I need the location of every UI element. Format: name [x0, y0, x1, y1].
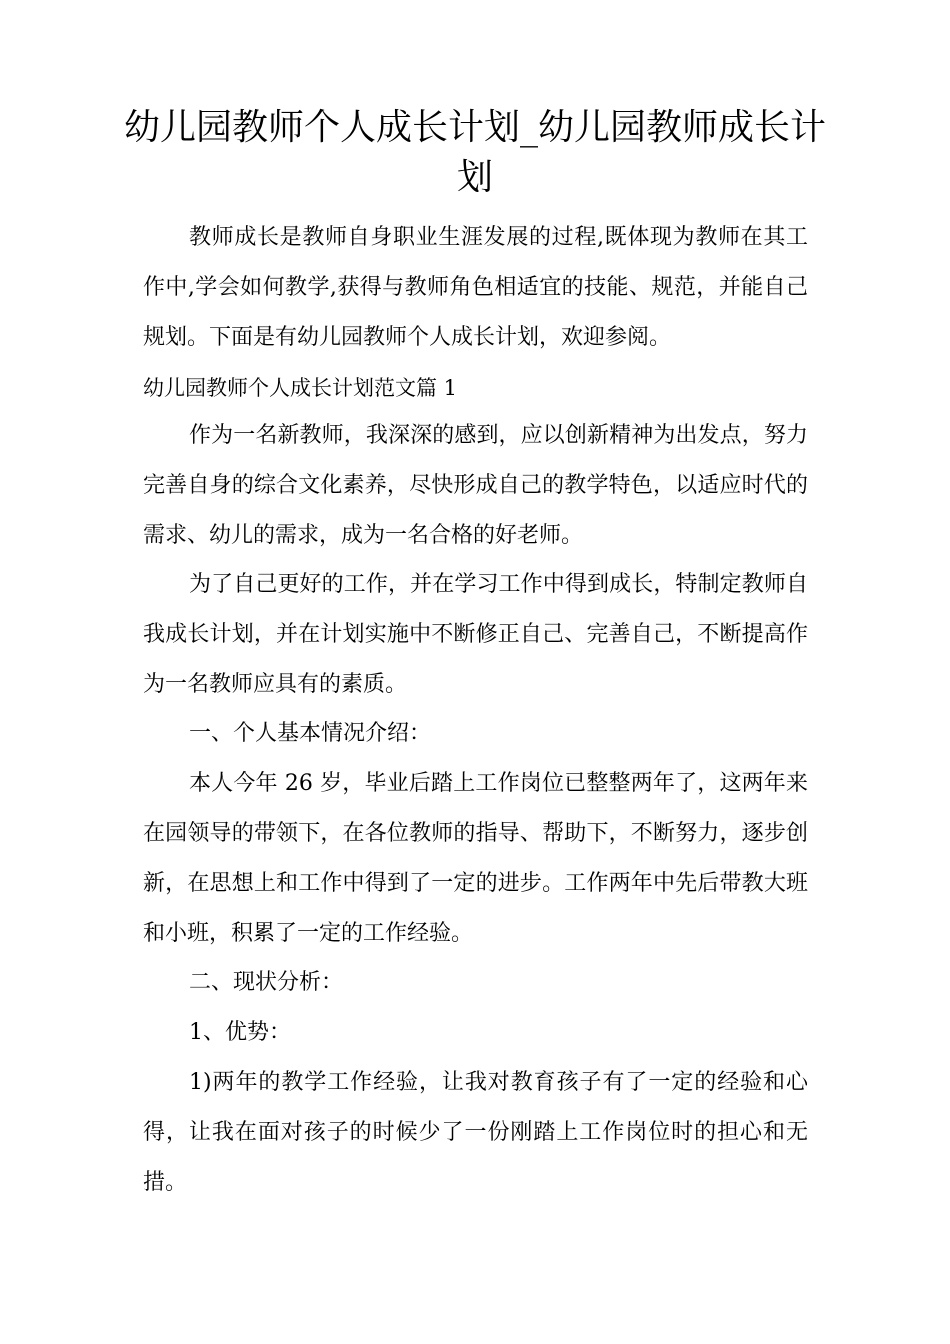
intro-paragraph: 教师成长是教师自身职业生涯发展的过程,既体现为教师在其工作中,学会如何教学,获得与教师角色相适宜的技能、规范，并能自己规划。下面是有幼儿园教师个人成长计划，欢迎参阅。: [143, 225, 808, 350]
heading-advantages: 1、优势：: [189, 1020, 291, 1045]
paragraph-1: 作为一名新教师，我深深的感到，应以创新精神为出发点，努力完善自身的综合文化素养，尽快形成自己的教学特色，以适应时代的需求、幼儿的需求，成为一名合格的好老师。: [143, 423, 808, 548]
paragraph-3: 本人今年 26 岁，毕业后踏上工作岗位已整整两年了，这两年来在园领导的带领下，在各位教师的指导、帮助下，不断努力，逐步创新，在思想上和工作中得到了一定的进步。工作两年中先后带教大班和小班，积累了一定的工作经验。: [143, 771, 808, 946]
heading-basic-info: 一、个人基本情况介绍：: [189, 721, 432, 746]
heading-status-analysis: 二、现状分析：: [189, 970, 344, 995]
paragraph-4: 1)两年的教学工作经验，让我对教育孩子有了一定的经验和心得，让我在面对孩子的时候少了一份刚踏上工作岗位时的担心和无措。: [143, 1070, 808, 1195]
section-heading: 幼儿园教师个人成长计划范文篇 1: [143, 376, 458, 400]
document-title: 幼儿园教师个人成长计划_幼儿园教师成长计划: [123, 107, 826, 198]
paragraph-2: 为了自己更好的工作，并在学习工作中得到成长，特制定教师自我成长计划，并在计划实施中不断修正自己、完善自己，不断提高作为一名教师应具有的素质。: [143, 572, 808, 697]
